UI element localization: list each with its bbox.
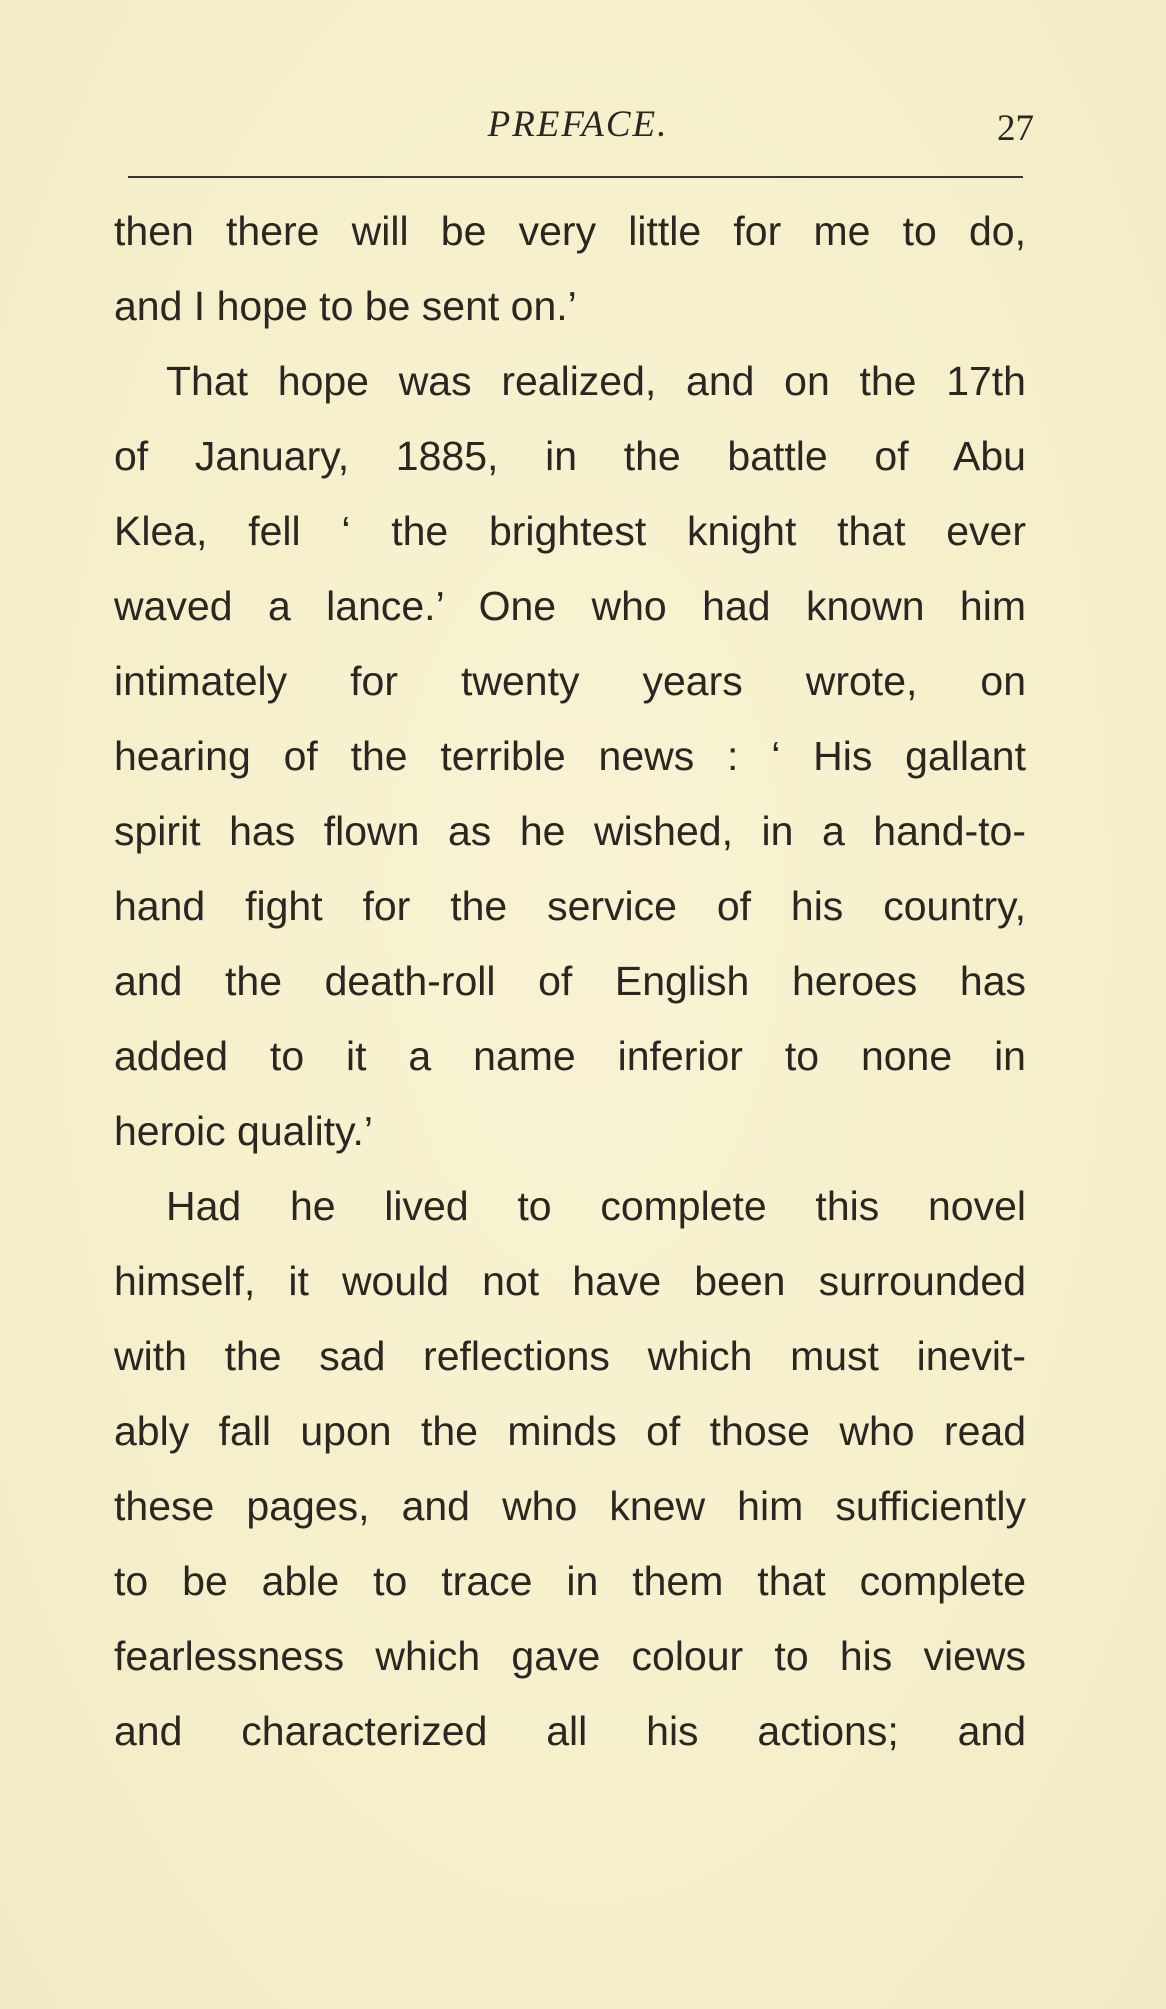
text-line: hand fight for the service of his country, <box>114 883 1026 929</box>
text-line: heroic quality.’ <box>114 1108 374 1154</box>
text-line: ably fall upon the minds of those who read <box>114 1408 1026 1454</box>
paragraph-start-line: Had he lived to complete this novel <box>166 1183 1026 1229</box>
text-line: added to it a name inferior to none in <box>114 1033 1026 1079</box>
text-line: with the sad reflections which must inevit- <box>114 1333 1026 1379</box>
text-line: hearing of the terrible news : ‘ His gallant <box>114 733 1026 779</box>
text-line: waved a lance.’ One who had known him <box>114 583 1026 629</box>
paragraph-start-line: That hope was realized, and on the 17th <box>166 358 1026 404</box>
text-line: himself, it would not have been surrounded <box>114 1258 1026 1304</box>
page-number: 27 <box>997 108 1034 149</box>
running-head <box>112 100 1044 150</box>
text-line: spirit has flown as he wished, in a hand-to- <box>114 808 1026 854</box>
text-line: and the death-roll of English heroes has <box>114 958 1026 1004</box>
text-line: to be able to trace in them that complete <box>114 1558 1026 1604</box>
text-line: intimately for twenty years wrote, on <box>114 658 1026 704</box>
text-line: fearlessness which gave colour to his views <box>114 1633 1026 1679</box>
text-line: and I hope to be sent on.’ <box>114 283 577 329</box>
text-line: these pages, and who knew him sufficiently <box>114 1483 1026 1529</box>
text-line: of January, 1885, in the battle of Abu <box>114 433 1026 479</box>
text-line: Klea, fell ‘ the brightest knight that ever <box>114 508 1026 554</box>
header-rule <box>128 176 1023 178</box>
text-line: then there will be very little for me to do, <box>114 208 1026 254</box>
running-title: PREFACE. <box>487 104 669 145</box>
body-text <box>114 194 1026 1769</box>
text-line: and characterized all his actions; and <box>114 1708 1026 1754</box>
